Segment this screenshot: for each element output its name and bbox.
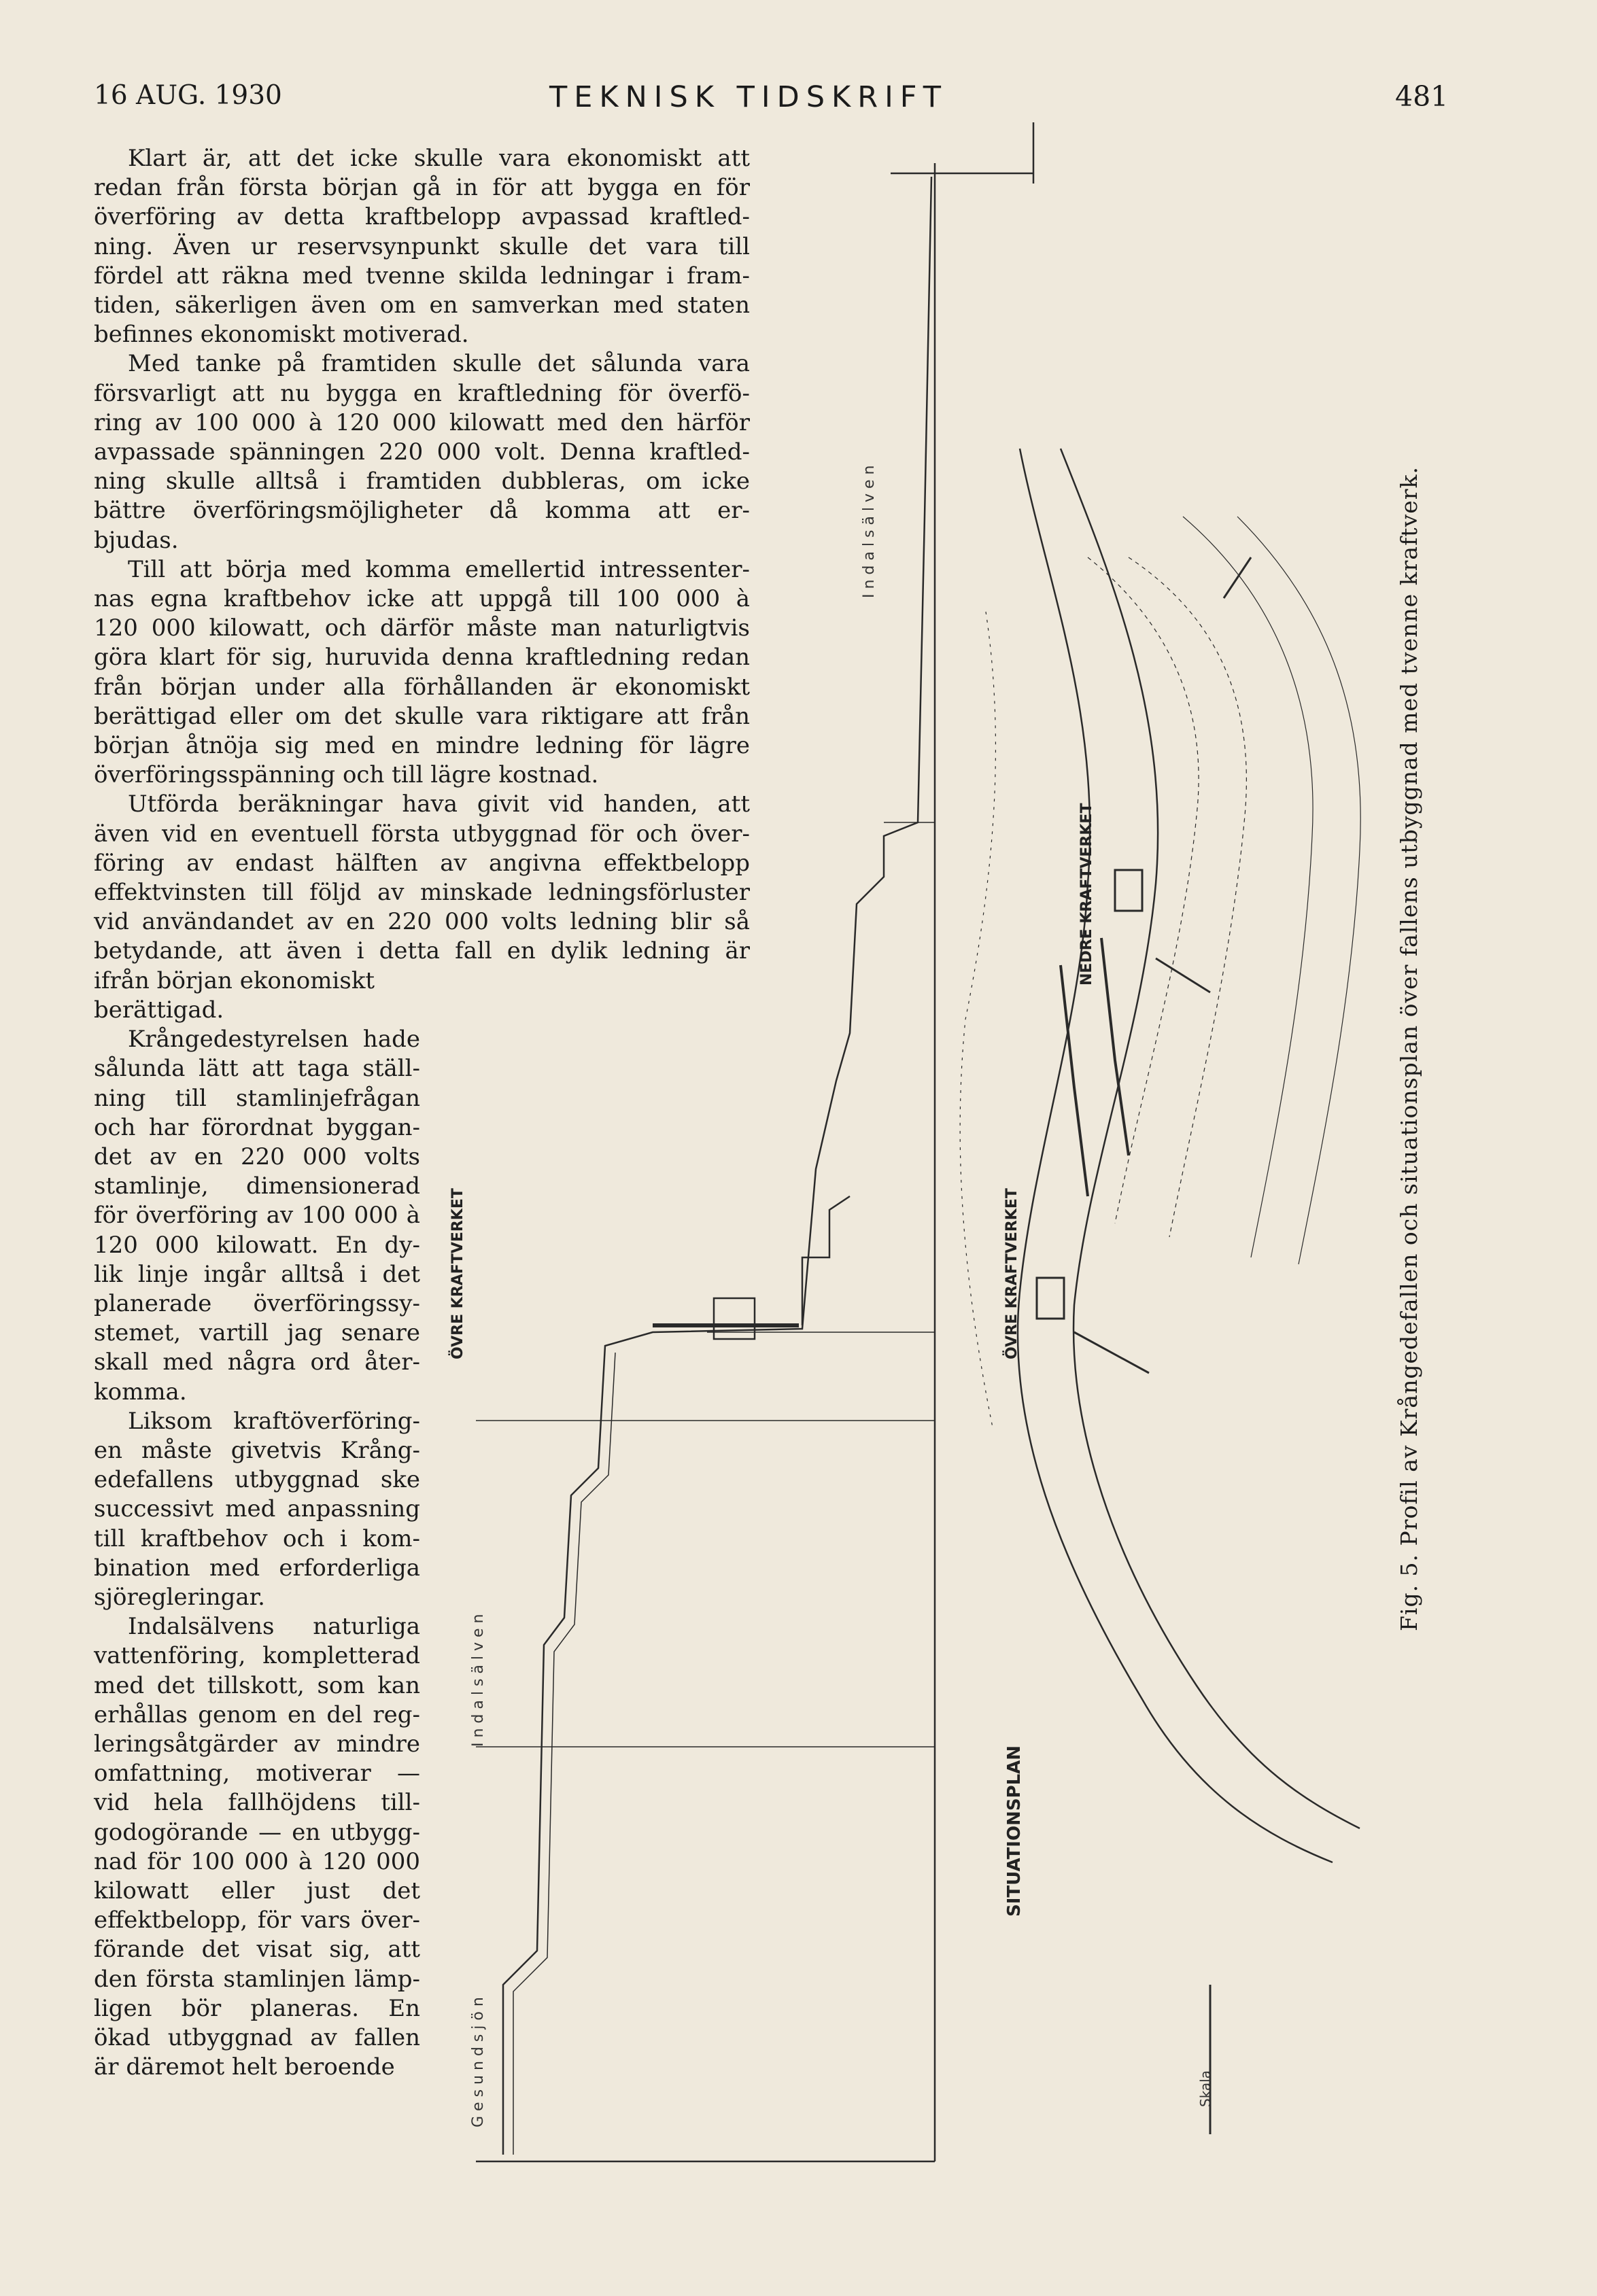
text-line: även vid en eventuell första utbyggnad för och över- — [94, 820, 750, 848]
contour-line — [1129, 557, 1246, 1237]
profile-drawing — [476, 122, 1033, 2161]
text-line: stamlinje, dimensionerad — [94, 1172, 420, 1200]
text-line: förande det visat sig, att — [94, 1936, 420, 1964]
text-line: befinnes ekonomiskt motiverad. — [94, 321, 469, 349]
label-nedre-kraftverket: NEDRE KRAFTVERKET — [1078, 803, 1095, 986]
text-line: ning. Även ur reservsynpunkt skulle det vara till — [94, 232, 750, 260]
text-line: bjudas. — [94, 526, 179, 554]
text-line: Med tanke på framtiden skulle det sålunda vara — [128, 350, 750, 378]
page-number: 481 — [1395, 80, 1449, 113]
label-gesundssjon: G e s u n d s j ö n — [470, 1997, 487, 2127]
text-line: successivt med anpassning — [94, 1495, 420, 1523]
label-ovre-kraftverket-profile: ÖVRE KRAFTVERKET — [449, 1188, 466, 1359]
text-line: stemet, vartill jag senare — [94, 1319, 420, 1347]
text-line: och har förordnat byggan- — [94, 1113, 420, 1141]
text-line: göra klart för sig, huruvida denna kraftledning redan — [94, 644, 750, 672]
text-line: effektvinsten till följd av minskade ledningsförluster — [94, 879, 750, 907]
text-line: leringsåtgärder av mindre — [94, 1730, 420, 1758]
text-line: nad för 100 000 à 120 000 — [94, 1847, 420, 1875]
text-line: 120 000 kilowatt. En dy- — [94, 1231, 420, 1259]
figure-profile-and-site-plan — [442, 116, 1407, 2195]
text-line: ligen bör planeras. En — [94, 1994, 420, 2022]
text-line: med det tillskott, som kan — [94, 1671, 420, 1699]
text-line: Utförda beräkningar hava givit vid handen, att — [128, 790, 750, 818]
text-line: berättigad. — [94, 996, 224, 1024]
text-line: erhållas genom en del reg- — [94, 1701, 420, 1728]
upper-plant-building — [1037, 1278, 1064, 1319]
text-line: lik linje ingår alltså i det — [94, 1260, 420, 1288]
text-line: ifrån början ekonomiskt — [94, 967, 375, 994]
label-scale: Skala — [1197, 2070, 1214, 2107]
contour-line — [1183, 517, 1313, 1257]
text-line: överföring av detta kraftbelopp avpassad kraftled- — [94, 203, 750, 231]
text-line: redan från första början gå in för att bygga en för — [94, 174, 750, 202]
text-line: betydande, att även i detta fall en dylik ledning är — [94, 937, 750, 965]
text-line: kilowatt eller just det — [94, 1877, 420, 1904]
journal-title: TEKNISK TIDSKRIFT — [549, 80, 948, 114]
text-line: från början under alla förhållanden är ekonomiskt — [94, 673, 750, 701]
text-line: godogörande — en utbygg- — [94, 1818, 420, 1846]
text-line: tiden, säkerligen även om en samverkan med staten — [94, 292, 750, 319]
text-line: omfattning, motiverar — — [94, 1760, 420, 1788]
lower-plant-building — [1115, 870, 1142, 911]
page-header — [0, 80, 1597, 121]
text-line: ring av 100 000 à 120 000 kilowatt med den härför — [94, 408, 750, 436]
text-line: berättigad eller om det skulle vara riktigare att från — [94, 702, 750, 730]
dam — [1224, 557, 1251, 598]
text-line: sålunda lätt att taga ställ- — [94, 1055, 420, 1083]
figure-caption: Fig. 5. Profil av Krångedefallen och situationsplan över fallens utbyggnad med tvenne kraftverk. — [1396, 466, 1422, 1631]
text-line: vid hela fallhöjdens till- — [94, 1789, 420, 1817]
text-line: edefallens utbyggnad ske — [94, 1466, 420, 1494]
text-line: början åtnöja sig med en mindre ledning för lägre — [94, 732, 750, 760]
text-line: fördel att räkna med tvenne skilda ledningar i fram- — [94, 262, 750, 290]
text-line: Klart är, att det icke skulle vara ekonomiskt att — [128, 145, 750, 172]
text-line: vid användandet av en 220 000 volts ledning blir så — [94, 908, 750, 936]
text-line: avpassade spänningen 220 000 volt. Denna kraftled- — [94, 438, 750, 466]
tailrace — [1156, 958, 1210, 992]
issue-date: 16 AUG. 1930 — [94, 80, 282, 111]
text-line: till kraftbehov och i kom- — [94, 1525, 420, 1552]
text-line: komma. — [94, 1378, 187, 1406]
text-line: sjöregleringar. — [94, 1583, 265, 1611]
text-line: 120 000 kilowatt, och därför måste man naturligtvis — [94, 614, 750, 642]
contour-line — [1237, 517, 1360, 1264]
text-line: försvarligt att nu bygga en kraftledning för överfö- — [94, 379, 750, 407]
text-line: skall med några ord åter- — [94, 1349, 420, 1376]
headrace-canal — [1101, 938, 1129, 1155]
text-line: bination med erforderliga — [94, 1554, 420, 1582]
label-river-lower: I n d a l s ä l v e n — [470, 1614, 487, 1747]
text-line: bättre överföringsmöjligheter då komma att er- — [94, 497, 750, 525]
text-line: vattenföring, kompletterad — [94, 1642, 420, 1670]
text-line: Krångedestyrelsen hade — [128, 1026, 420, 1054]
text-line: föring av endast hälften av angivna effektbelopp — [94, 849, 750, 877]
text-line: effektbelopp, för vars över- — [94, 1907, 420, 1934]
text-line: Liksom kraftöverföring- — [128, 1407, 420, 1435]
text-line: en måste givetvis Krång- — [94, 1436, 420, 1464]
text-line: ning till stamlinjefrågan — [94, 1084, 420, 1112]
contour-line — [1088, 557, 1199, 1223]
label-situationsplan: SITUATIONSPLAN — [1004, 1745, 1025, 1917]
text-line: Till att börja med komma emellertid intressenter- — [128, 555, 750, 583]
upper-plant-block — [714, 1298, 755, 1339]
narrow-column — [94, 1025, 420, 2082]
text-line: överföringsspänning och till lägre kostnad. — [94, 761, 599, 789]
label-ovre-kraftverket-plan: ÖVRE KRAFTVERKET — [1003, 1188, 1020, 1359]
text-line: är däremot helt beroende — [94, 2053, 395, 2081]
boundary-line — [960, 612, 995, 1427]
intake-shaft — [802, 1196, 850, 1325]
text-line: den första stamlinjen lämp- — [94, 1965, 420, 1993]
text-line: ning skulle alltså i framtiden dubbleras, om icke — [94, 468, 750, 495]
tailrace — [1074, 1332, 1149, 1373]
riverbed-profile — [513, 1353, 615, 2155]
text-line: planerade överföringssy- — [94, 1289, 420, 1317]
text-line: nas egna kraftbehov icke att uppgå till 100 000 à — [94, 585, 750, 613]
river-bank-right — [1061, 449, 1360, 1828]
text-line: det av en 220 000 volts — [94, 1143, 420, 1170]
text-line: Indalsälvens naturliga — [128, 1613, 420, 1641]
text-line: för överföring av 100 000 à — [94, 1202, 420, 1230]
text-line: ökad utbyggnad av fallen — [94, 2024, 420, 2051]
label-river-upper: I n d a l s ä l v e n — [861, 465, 878, 598]
